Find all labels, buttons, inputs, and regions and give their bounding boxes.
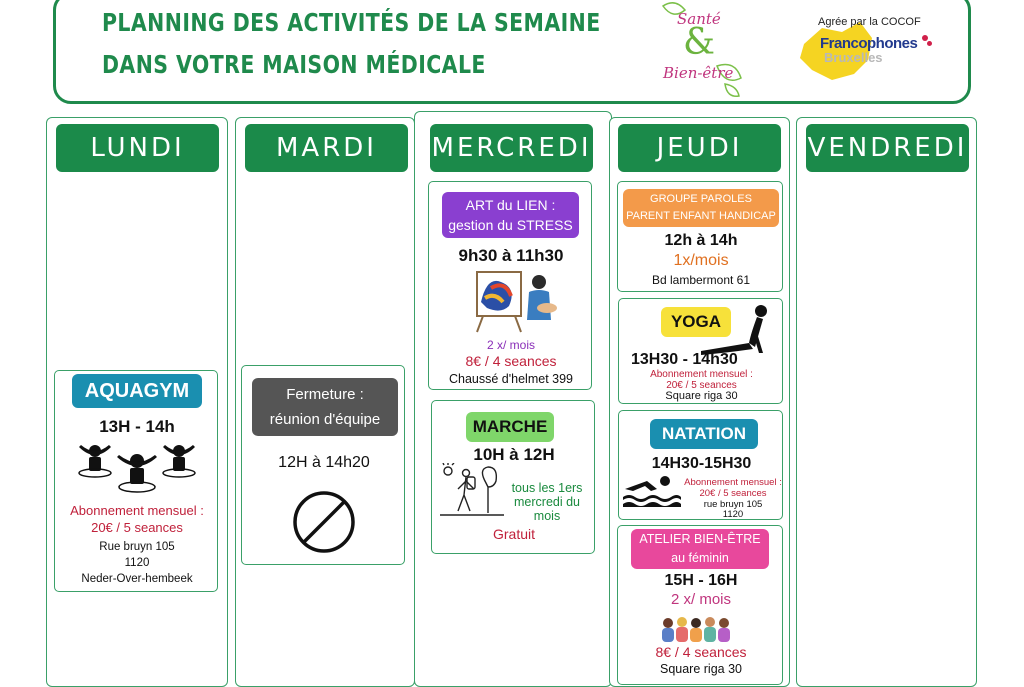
- day-header-mercredi: MERCREDI: [430, 124, 593, 172]
- day-header-mardi: MARDI: [245, 124, 408, 172]
- activity-card-aquagym: [54, 370, 218, 592]
- walking-hiker-icon: [440, 463, 504, 521]
- activity-title: [252, 378, 398, 436]
- activity-time: 12H à 14h20: [278, 454, 370, 471]
- activity-time: 10H à 12H: [473, 445, 555, 464]
- activity-price: 8€ / 4 seances: [655, 644, 747, 660]
- activity-price: 20€ / 5 seances: [666, 380, 737, 391]
- activity-title-line: ATELIER BIEN-ÊTRE: [639, 532, 761, 546]
- logo-dot-icon: [927, 41, 932, 46]
- swimmer-icon: [621, 473, 681, 507]
- activity-time: 13H30 - 14h30: [631, 351, 738, 368]
- logo-dot-icon: [922, 35, 928, 41]
- activity-card-art-du-lien: [428, 181, 592, 390]
- francophones-text: Francophones: [820, 35, 918, 52]
- activity-title: [442, 192, 579, 238]
- activity-price: 8€ / 4 seances: [465, 353, 557, 369]
- activity-title: NATATION: [650, 419, 758, 449]
- activity-frequency: 2 x/ mois: [486, 338, 535, 352]
- title-line-1: PLANNING DES ACTIVITÉS DE LA SEMAINE: [102, 8, 601, 37]
- activity-title-line: GROUPE PAROLES: [650, 193, 752, 205]
- activity-card-groupe-paroles: [617, 181, 783, 292]
- activity-note-line: mercredi du: [514, 495, 580, 509]
- activity-address: Square riga 30: [659, 662, 742, 676]
- logo-sante-text: Santé: [677, 10, 721, 28]
- activity-time: 14H30-15H30: [651, 455, 752, 472]
- activity-title: AQUAGYM: [72, 374, 202, 408]
- column-vendredi: [796, 117, 977, 687]
- activity-title-line: gestion du STRESS: [448, 217, 573, 233]
- activity-price: Gratuit: [492, 526, 535, 542]
- activity-address: Square riga 30: [665, 390, 738, 402]
- activity-address-line: Neder-Over-hembeek: [81, 573, 193, 585]
- activity-title: MARCHE: [466, 412, 554, 442]
- closed-prohibited-icon: [292, 490, 356, 554]
- activity-price: 20€ / 5 seances: [699, 488, 767, 499]
- activity-title: [631, 529, 769, 569]
- activity-address: Bd lambermont 61: [651, 273, 751, 287]
- activity-address-line: rue bruyn 105: [703, 499, 763, 510]
- activity-address-line: 1120: [722, 509, 744, 520]
- title-line-2: DANS VOTRE MAISON MÉDICALE: [102, 50, 486, 79]
- activity-subscription-label: Abonnement mensuel :: [684, 477, 782, 488]
- activity-time: 13H - 14h: [99, 417, 175, 436]
- activity-frequency: 1x/mois: [673, 252, 729, 269]
- activity-price: 20€ / 5 seances: [91, 520, 183, 535]
- activity-title-line: Fermeture :: [286, 386, 364, 403]
- swimmers-icon: [75, 439, 199, 499]
- activity-note-line: mois: [533, 509, 561, 523]
- activity-card-atelier-bien-etre: [617, 525, 783, 685]
- cocof-logo: [794, 8, 944, 88]
- activity-time: 15H - 16H: [664, 572, 738, 589]
- women-group-icon: [660, 616, 734, 642]
- day-header-lundi: LUNDI: [56, 124, 219, 172]
- activity-title-line: au féminin: [671, 551, 729, 565]
- activity-card-marche: [431, 400, 595, 554]
- activity-subscription-label: Abonnement mensuel :: [70, 503, 204, 518]
- activity-note-line: tous les 1ers: [511, 481, 583, 495]
- painter-easel-icon: [473, 268, 563, 334]
- logo-bienetre-text: Bien-être: [663, 64, 734, 82]
- activity-title-line: PARENT ENFANT HANDICAP: [626, 210, 776, 222]
- activity-title: [623, 189, 779, 227]
- activity-card-natation: [618, 410, 783, 520]
- activity-subscription-label: Abonnement mensuel :: [650, 369, 753, 380]
- day-header-vendredi: VENDREDI: [806, 124, 969, 172]
- logo-ampersand: &: [683, 22, 716, 63]
- activity-time: 12h à 14h: [664, 232, 738, 249]
- agree-text: Agrée par la COCOF: [818, 16, 921, 28]
- activity-title-line: réunion d'équipe: [269, 411, 381, 428]
- activity-card-fermeture: [241, 365, 405, 565]
- day-header-jeudi: JEUDI: [618, 124, 781, 172]
- activity-card-yoga: [618, 298, 783, 404]
- activity-title: YOGA: [661, 307, 731, 337]
- activity-frequency: 2 x/ mois: [670, 591, 731, 608]
- activity-address-line: Rue bruyn 105: [99, 541, 175, 553]
- bruxelles-text: Bruxelles: [824, 50, 883, 65]
- activity-address-line: 1120: [124, 557, 150, 569]
- activity-address: Chaussé d'helmet 399: [449, 372, 573, 386]
- activity-time: 9h30 à 11h30: [458, 246, 564, 265]
- sante-bienetre-logo: [655, 0, 755, 100]
- activity-title-line: ART du LIEN :: [465, 197, 556, 213]
